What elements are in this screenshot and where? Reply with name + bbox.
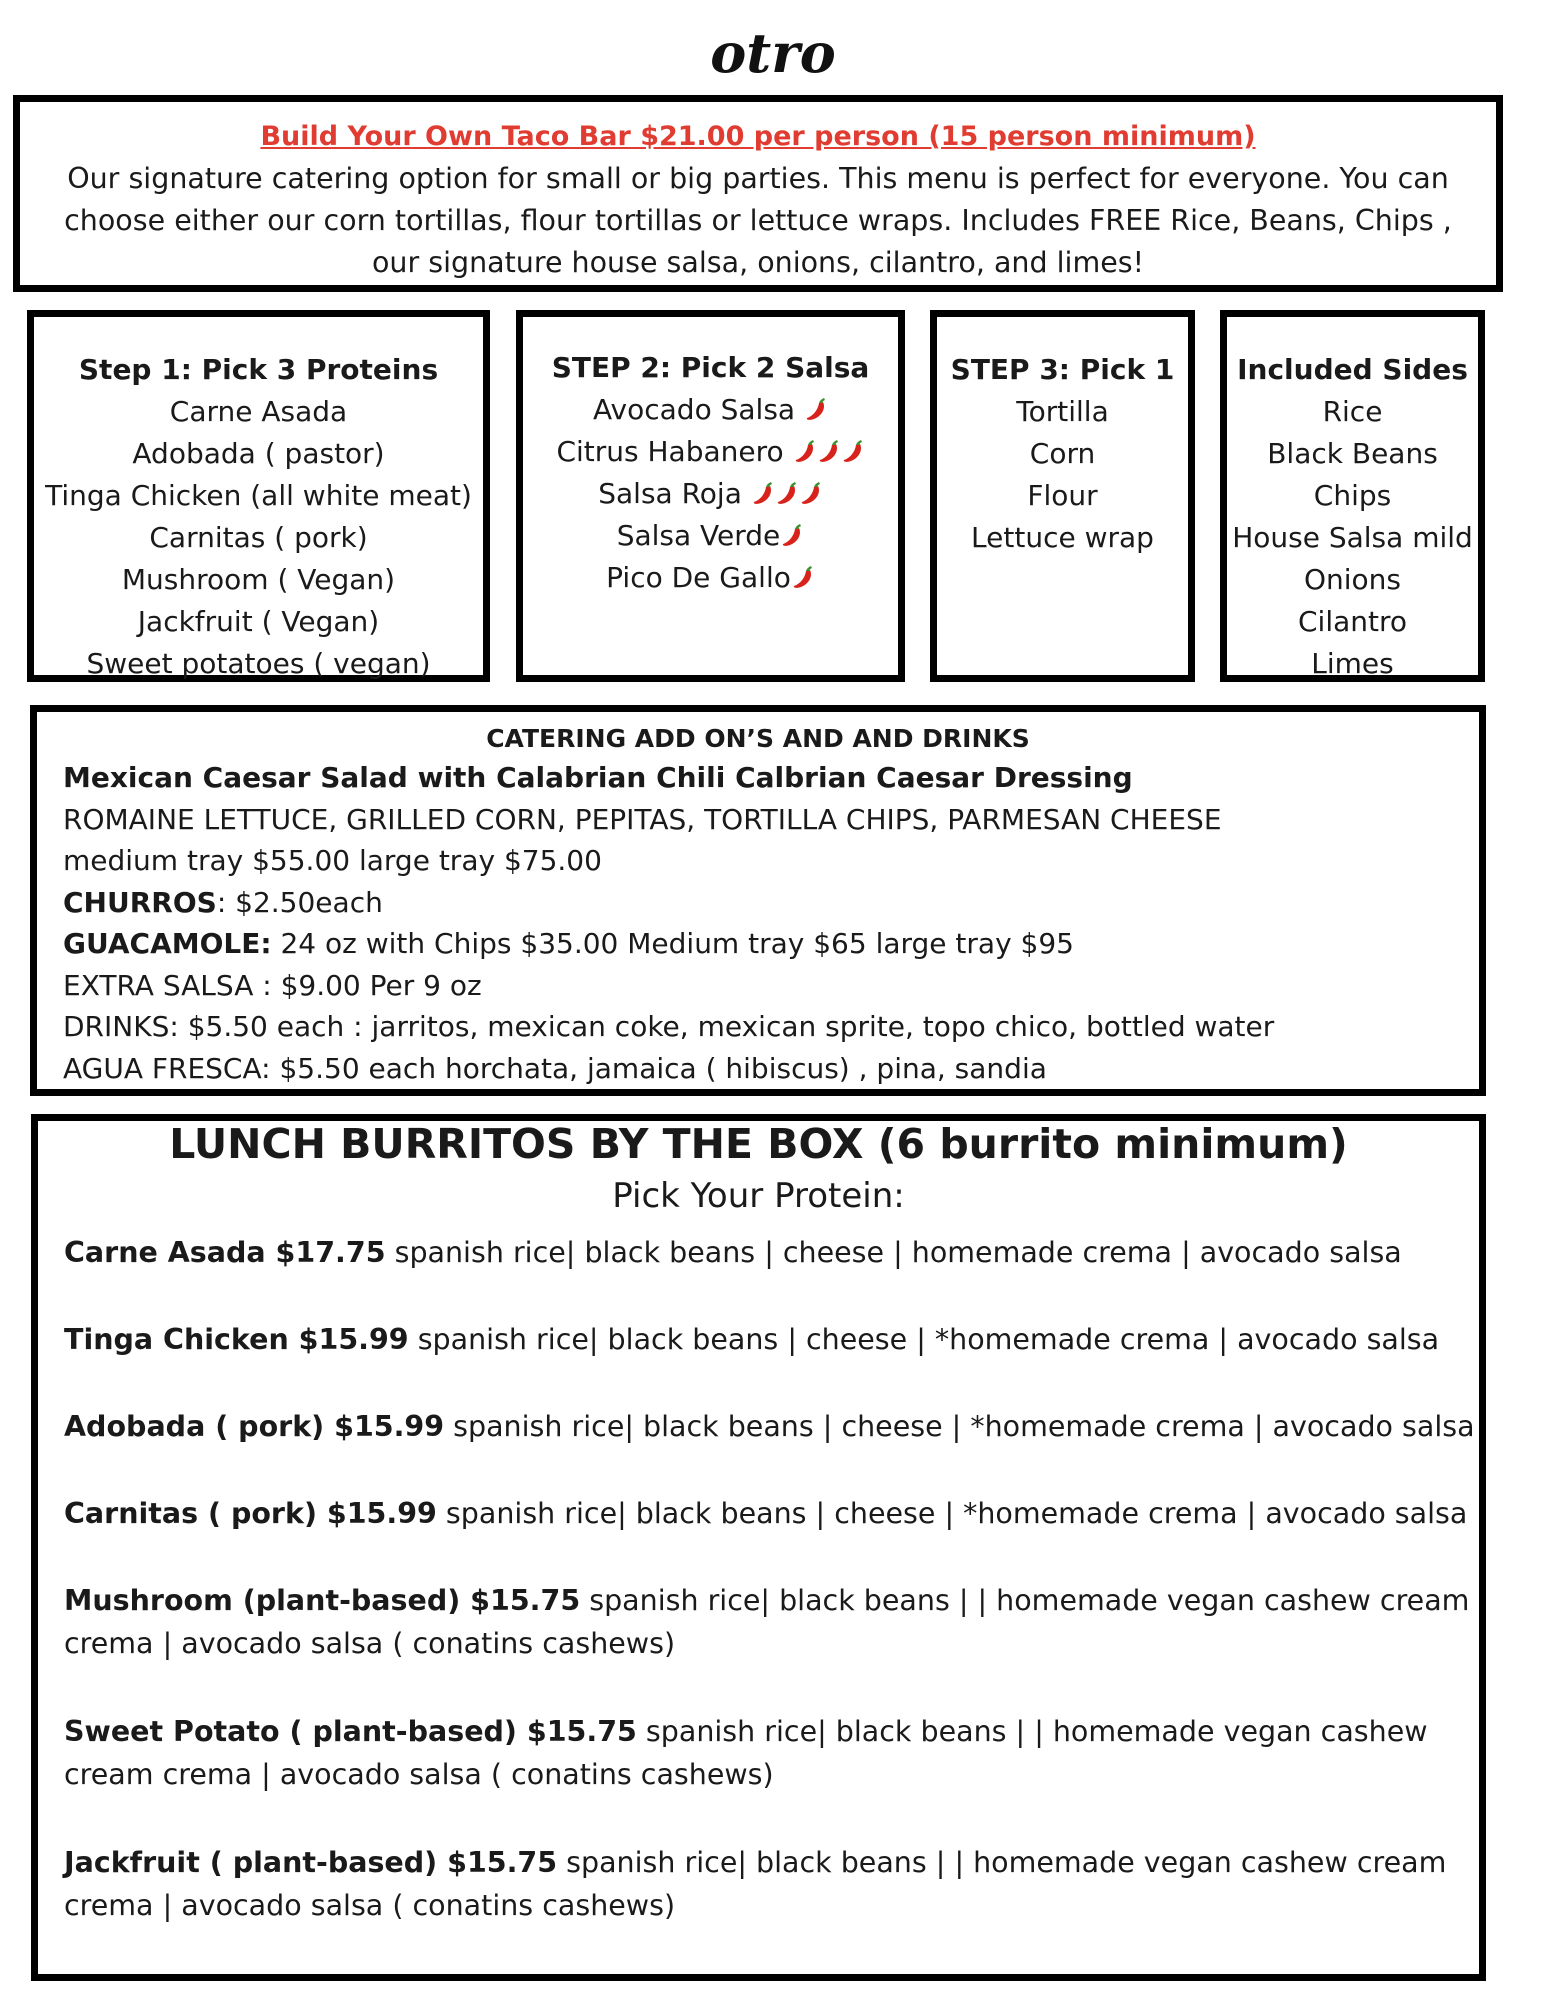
step2-heading: STEP 2: Pick 2 Salsa: [551, 351, 870, 384]
salsa-option: [523, 389, 898, 431]
brand-logo: [0, 14, 1545, 104]
drinks-line: DRINKS: $5.50 each : jarritos, mexican coke, mexican sprite, topo chico, bottled water: [63, 1010, 1275, 1043]
step3-wrap-panel: [930, 310, 1195, 682]
protein-option: Sweet potatoes ( vegan): [86, 647, 431, 680]
burrito-item: Adobada ( pork) $15.99 spanish rice| black beans | cheese | *homemade crema | avocado salsa: [64, 1410, 1475, 1443]
burritos-subtitle: Pick Your Protein:: [612, 1176, 905, 1216]
catering-addons-panel: [30, 705, 1486, 1096]
step3-heading: STEP 3: Pick 1: [950, 353, 1175, 386]
burrito-item: Sweet Potato ( plant-based) $15.75 spanish rice| black beans | | homemade vegan cashew cream crema | avocado salsa ( conatins cashews): [64, 1715, 1428, 1791]
svg-text:otro: otro: [709, 21, 836, 85]
chili-pepper-icon: [841, 438, 865, 464]
churros-line: CHURROS: $2.50each: [63, 885, 383, 919]
otro-logo-script: [693, 14, 853, 94]
taco-bar-description-line: our signature house salsa, onions, cilantro, and limes!: [371, 246, 1145, 279]
included-sides-heading: Included Sides: [1237, 353, 1468, 386]
salsa-name: Pico De Gallo: [606, 561, 791, 594]
side-item: Black Beans: [1267, 437, 1438, 470]
burrito-item: Tinga Chicken $15.99 spanish rice| black beans | cheese | *homemade crema | avocado salsa: [64, 1323, 1440, 1356]
protein-option: Carnitas ( pork): [149, 521, 368, 554]
chili-pepper-icon: [793, 438, 817, 464]
chili-pepper-icon: [791, 564, 815, 590]
side-item: House Salsa mild: [1232, 521, 1473, 554]
burritos-title: LUNCH BURRITOS BY THE BOX (6 burrito minimum): [169, 1120, 1348, 1168]
salsa-option: [523, 515, 898, 557]
step1-heading: Step 1: Pick 3 Proteins: [78, 353, 439, 386]
side-item: Cilantro: [1297, 605, 1408, 638]
taco-bar-description-line: choose either our corn tortillas, flour tortillas or lettuce wraps. Includes FREE Rice, Beans, Chips ,: [64, 204, 1452, 237]
addons-heading: CATERING ADD ON’S AND AND DRINKS: [486, 724, 1030, 753]
chili-pepper-icon: [799, 480, 823, 506]
salsa-option: [523, 431, 898, 473]
chili-pepper-icon: [751, 480, 775, 506]
chili-pepper-icon: [817, 438, 841, 464]
side-item: Chips: [1313, 479, 1392, 512]
burrito-item: Mushroom (plant-based) $15.75 spanish rice| black beans | | homemade vegan cashew cream crema | avocado salsa ( conatins cashews): [64, 1584, 1470, 1660]
burrito-item: Jackfruit ( plant-based) $15.75 spanish rice| black beans | | homemade vegan cashew cream crema | avocado salsa ( conatins cashews): [64, 1846, 1447, 1922]
salad-prices: medium tray $55.00 large tray $75.00: [63, 844, 602, 877]
taco-bar-headline: Build Your Own Taco Bar $21.00 per person (15 person minimum): [260, 121, 1256, 152]
salad-title: Mexican Caesar Salad with Calabrian Chili Calbrian Caesar Dressing: [63, 761, 1133, 794]
agua-fresca-line: AGUA FRESCA: $5.50 each horchata, jamaica ( hibiscus) , pina, sandia: [63, 1051, 1047, 1085]
wrap-option: Tortilla: [1016, 395, 1109, 428]
salsa-name: Avocado Salsa: [593, 393, 804, 426]
protein-option: Tinga Chicken (all white meat): [45, 479, 472, 512]
salsa-option: [523, 473, 898, 515]
step2-salsa-panel: [516, 310, 905, 682]
salsa-name: Salsa Verde: [616, 519, 781, 552]
salad-ingredients: ROMAINE LETTUCE, GRILLED CORN, PEPITAS, TORTILLA CHIPS, PARMESAN CHEESE: [63, 802, 1222, 836]
side-item: Rice: [1322, 395, 1383, 428]
salsa-name: Citrus Habanero: [556, 435, 793, 468]
taco-bar-panel: [13, 95, 1503, 292]
burrito-item: Carnitas ( pork) $15.99 spanish rice| black beans | cheese | *homemade crema | avocado salsa: [64, 1497, 1468, 1530]
burrito-item: Carne Asada $17.75 spanish rice| black beans | cheese | homemade crema | avocado salsa: [64, 1236, 1402, 1269]
guacamole-line: GUACAMOLE: 24 oz with Chips $35.00 Medium tray $65 large tray $95: [63, 927, 1074, 960]
wrap-option: Lettuce wrap: [971, 521, 1154, 554]
protein-option: Carne Asada: [169, 395, 348, 428]
salsa-option: [523, 557, 898, 599]
salsa-name: Salsa Roja: [598, 477, 751, 510]
extra-salsa-line: EXTRA SALSA : $9.00 Per 9 oz: [63, 968, 482, 1002]
side-item: Onions: [1303, 563, 1402, 596]
lunch-burritos-panel: [31, 1114, 1486, 1981]
included-sides-panel: [1220, 310, 1485, 682]
step1-proteins-panel: [27, 310, 490, 682]
side-item: Limes: [1311, 647, 1394, 680]
salsa-list: [523, 389, 898, 599]
wrap-option: Corn: [1029, 437, 1096, 470]
taco-bar-description-line: Our signature catering option for small or big parties. This menu is perfect for everyone. You can: [67, 162, 1449, 195]
chili-pepper-icon: [780, 522, 804, 548]
wrap-option: Flour: [1027, 479, 1098, 512]
protein-option: Mushroom ( Vegan): [121, 563, 396, 596]
protein-option: Adobada ( pastor): [132, 437, 385, 470]
protein-option: Jackfruit ( Vegan): [137, 605, 380, 638]
chili-pepper-icon: [804, 396, 828, 422]
chili-pepper-icon: [775, 480, 799, 506]
